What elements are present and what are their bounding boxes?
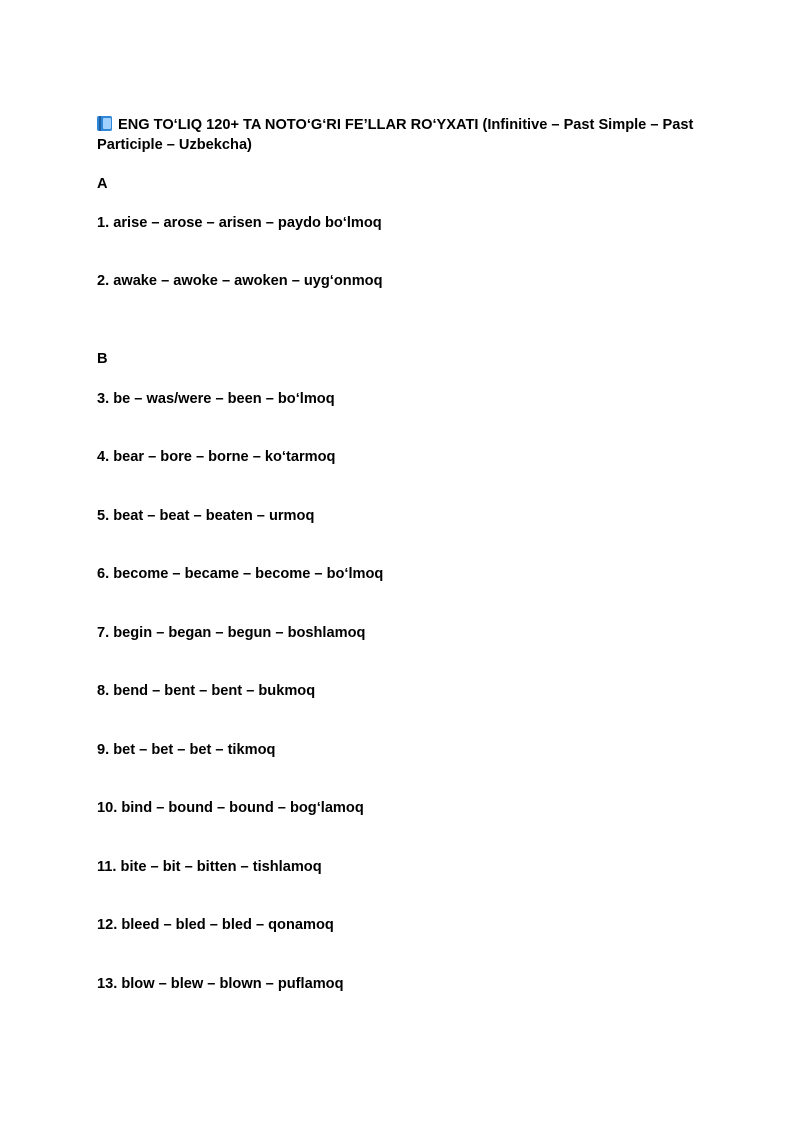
section-letter-b: B bbox=[97, 351, 108, 367]
verb-item-7: 7. begin – began – begun – boshlamoq bbox=[97, 625, 366, 641]
verb-item-6: 6. become – became – become – bo‘lmoq bbox=[97, 566, 384, 582]
verb-item-1: 1. arise – arose – arisen – paydo bo‘lmoq bbox=[97, 215, 382, 231]
verb-item-4: 4. bear – bore – borne – ko‘tarmoq bbox=[97, 449, 336, 465]
section-letter-a: A bbox=[97, 176, 108, 192]
verb-item-2: 2. awake – awoke – awoken – uyg‘onmoq bbox=[97, 273, 383, 289]
document-title-text: ENG TO‘LIQ 120+ TA NOTO‘G‘RI FE’LLAR RO‘YXATI (Infinitive – Past Simple – Past Participle – Uzbekcha) bbox=[97, 117, 694, 153]
verb-item-9: 9. bet – bet – bet – tikmoq bbox=[97, 742, 276, 758]
verb-item-11: 11. bite – bit – bitten – tishlamoq bbox=[97, 859, 322, 875]
book-icon bbox=[97, 116, 112, 131]
verb-item-10: 10. bind – bound – bound – bog‘lamoq bbox=[97, 800, 364, 816]
verb-item-3: 3. be – was/were – been – bo‘lmoq bbox=[97, 391, 335, 407]
verb-item-5: 5. beat – beat – beaten – urmoq bbox=[97, 508, 315, 524]
document-title bbox=[97, 115, 712, 155]
verb-item-12: 12. bleed – bled – bled – qonamoq bbox=[97, 917, 334, 933]
verb-item-13: 13. blow – blew – blown – puflamoq bbox=[97, 976, 344, 992]
verb-item-8: 8. bend – bent – bent – bukmoq bbox=[97, 683, 316, 699]
